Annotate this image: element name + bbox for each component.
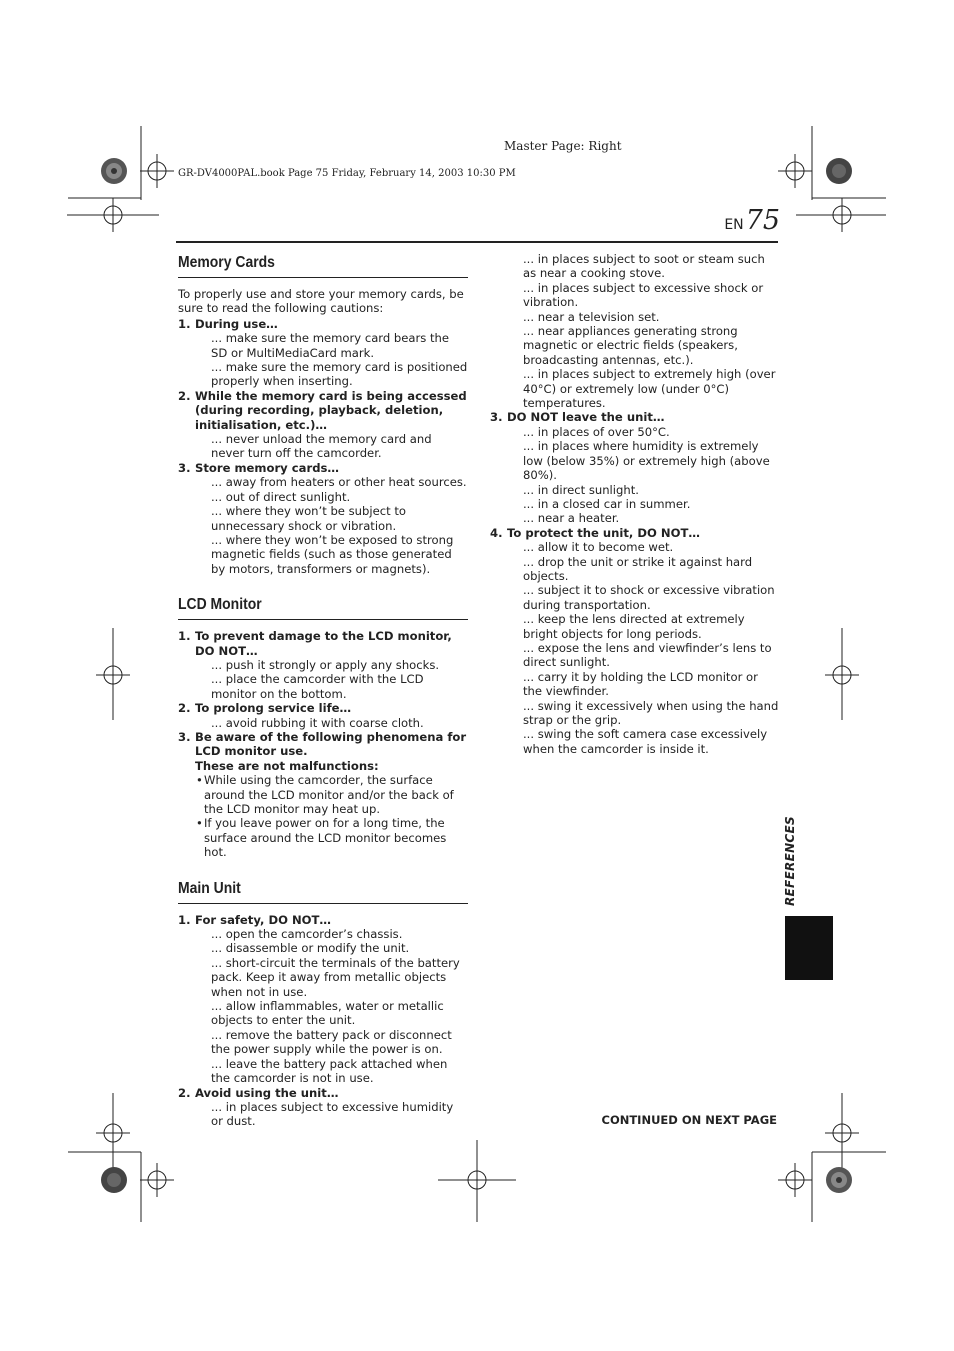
item-label: Be aware of the following phenomena for LCD monitor use.: [195, 729, 467, 759]
list-item: ... leave the battery pack attached when the camcorder is not in use.: [211, 1056, 448, 1086]
item-number: 3.: [178, 460, 191, 475]
list-item: ... drop the unit or strike it against hard objects.: [523, 554, 753, 583]
item-number: 1.: [178, 912, 191, 927]
item-number: 2.: [178, 388, 191, 403]
list-item: ... in places subject to excessive shock or vibration.: [523, 280, 764, 310]
list-item: ... carry it by holding the LCD monitor or the viewfinder.: [523, 669, 758, 699]
item-label: To prolong service life…: [195, 701, 352, 716]
list-item: ... subject it to shock or excessive vibration during transportation.: [523, 583, 775, 612]
master-page-label: Master Page: Right: [504, 139, 622, 153]
section-heading: LCD Monitor: [178, 596, 262, 614]
item-label: DO NOT leave the unit…: [507, 410, 665, 425]
list-item: ... open the camcorder’s chassis.: [211, 927, 403, 942]
item-label: While the memory card is being accessed (during recording, playback, deletion, initialisation, etc.)…: [195, 388, 467, 432]
list-item: ... in places of over 50°C.: [523, 424, 670, 439]
list-item: ... make sure the memory card is positioned properly when inserting.: [211, 360, 468, 389]
item-sublabel: These are not malfunctions:: [195, 758, 379, 773]
item-number: 3.: [178, 729, 191, 744]
list-item: ... in a closed car in summer.: [523, 496, 691, 511]
list-item: ... remove the battery pack or disconnect the power supply while the power is on.: [211, 1027, 452, 1057]
list-item: ... short-circuit the terminals of the battery pack. Keep it away from metallic objects when not in use.: [211, 955, 460, 999]
continued-note: CONTINUED ON NEXT PAGE: [601, 1113, 777, 1127]
item-label: Avoid using the unit…: [195, 1085, 339, 1100]
bullet-dot: •: [196, 816, 203, 831]
intro-text: To properly use and store your memory cards, be sure to read the following cautions:: [178, 287, 464, 316]
list-item: ... near a television set.: [523, 309, 660, 324]
item-number: 2.: [178, 701, 191, 716]
item-label: To protect the unit, DO NOT…: [507, 525, 700, 540]
item-label: During use…: [195, 316, 278, 331]
list-item: ... never unload the memory card and never turn off the camcorder.: [211, 432, 432, 461]
page-number: 75: [745, 205, 780, 236]
list-item: ... avoid rubbing it with coarse cloth.: [211, 715, 424, 730]
book-info: GR-DV4000PAL.book Page 75 Friday, February 14, 2003 10:30 PM: [178, 168, 516, 179]
section-heading: Memory Cards: [178, 254, 275, 271]
item-label: To prevent damage to the LCD monitor, DO NOT…: [195, 629, 452, 658]
list-item: ... in places subject to extremely high (over 40°C) or extremely low (under 0°C) temperatures.: [523, 367, 776, 411]
bullet-dot: •: [196, 773, 203, 788]
side-tab-text: REFERENCES: [783, 816, 797, 906]
list-item: ... where they won’t be exposed to strong magnetic fields (such as those generated by motors, transformers or magnets).: [211, 532, 454, 576]
list-item: ... in places subject to soot or steam such as near a cooking stove.: [523, 252, 765, 281]
list-item: ... out of direct sunlight.: [211, 489, 351, 504]
item-number: 4.: [490, 525, 503, 540]
item-number: 1.: [178, 629, 191, 644]
list-item: ... push it strongly or apply any shocks.: [211, 657, 440, 672]
list-item: ... place the camcorder with the LCD monitor on the bottom.: [211, 672, 424, 701]
item-number: 1.: [178, 316, 191, 331]
list-item: ... where they won’t be subject to unnecessary shock or vibration.: [211, 504, 406, 533]
list-item: ... disassemble or modify the unit.: [211, 941, 410, 956]
list-item: ... swing the soft camera case excessively when the camcorder is inside it.: [523, 727, 768, 756]
language-code: EN: [724, 217, 744, 233]
list-item: If you leave power on for a long time, the surface around the LCD monitor becomes hot.: [204, 816, 447, 860]
list-item: ... keep the lens directed at extremely bright objects for long periods.: [523, 612, 745, 641]
list-item: ... allow inflammables, water or metallic objects to enter the unit.: [211, 999, 444, 1028]
item-label: Store memory cards…: [195, 460, 339, 475]
list-item: ... swing it excessively when using the hand strap or the grip.: [523, 698, 779, 727]
list-item: ... near a heater.: [523, 511, 620, 526]
list-item: ... near appliances generating strong magnetic or electric fields (speakers, broadcasting antennas, etc.).: [523, 324, 738, 367]
list-item: ... expose the lens and viewfinder’s lens to direct sunlight.: [523, 640, 772, 670]
list-item: ... in places where humidity is extremely low (below 35%) or extremely high (above 80%).: [523, 439, 770, 483]
list-item: ... allow it to become wet.: [523, 540, 674, 555]
list-item: ... make sure the memory card bears the SD or MultiMediaCard mark.: [211, 331, 450, 360]
item-number: 3.: [490, 410, 503, 425]
list-item: ... in direct sunlight.: [523, 482, 639, 497]
list-item: ... in places subject to excessive humidity or dust.: [211, 1099, 454, 1129]
section-heading: Main Unit: [178, 879, 241, 897]
list-item: ... away from heaters or other heat sources.: [211, 475, 467, 490]
list-item: While using the camcorder, the surface around the LCD monitor and/or the back of the LCD monitor may heat up.: [204, 773, 454, 816]
item-number: 2.: [178, 1085, 191, 1100]
item-label: For safety, DO NOT…: [195, 912, 332, 927]
